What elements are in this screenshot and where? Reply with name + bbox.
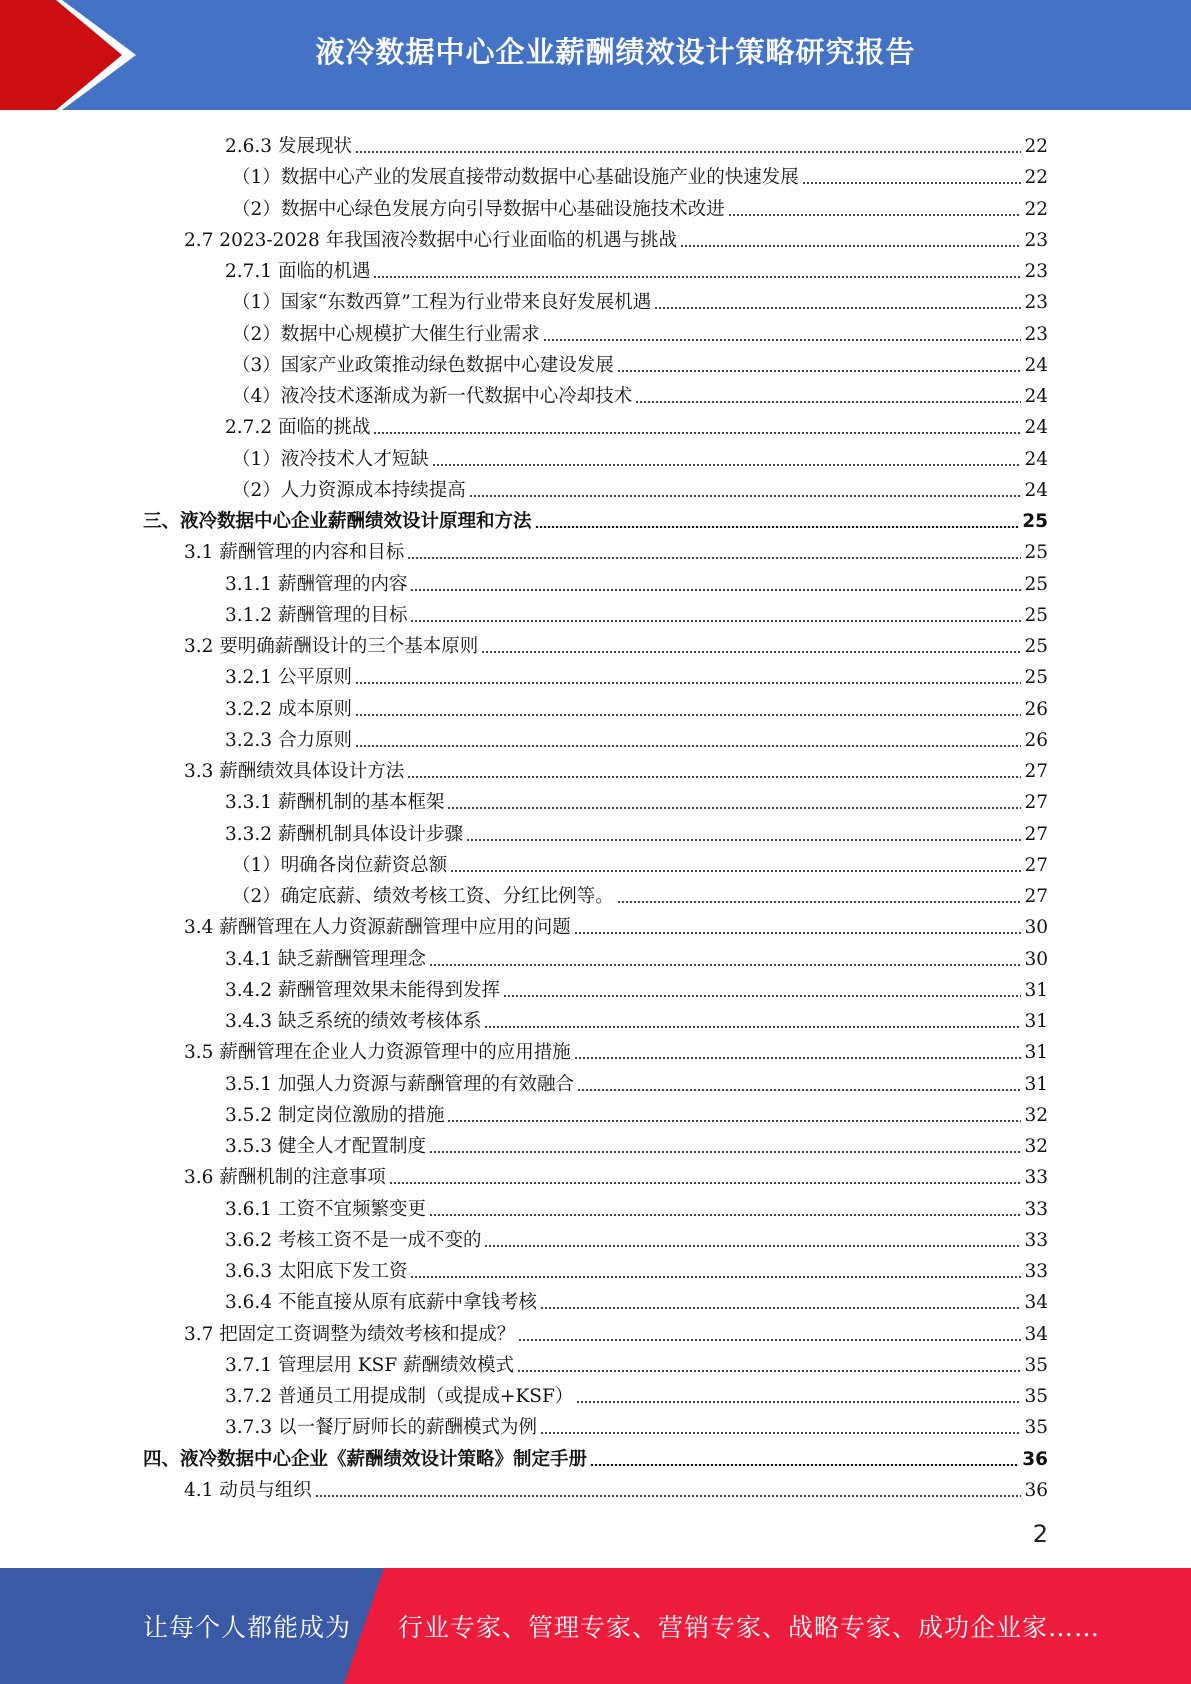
toc-entry-label: 3.3.1 薪酬机制的基本框架 bbox=[225, 792, 445, 814]
toc-entry-label: 2.6.3 发展现状 bbox=[225, 136, 352, 157]
toc-entry[interactable] bbox=[225, 815, 1048, 846]
toc-dot-leader bbox=[355, 151, 1022, 153]
toc-entry[interactable] bbox=[225, 1377, 1048, 1408]
toc-dot-leader bbox=[429, 1214, 1021, 1216]
toc-dot-leader bbox=[574, 932, 1022, 934]
toc-entry-label: 四、液冷数据中心企业《薪酬绩效设计策略》制定手册 bbox=[143, 1448, 588, 1470]
toc-dot-leader bbox=[517, 1370, 1021, 1372]
toc-entry[interactable] bbox=[184, 908, 1048, 939]
toc-entry-page: 25 bbox=[1024, 604, 1048, 626]
toc-dot-leader bbox=[407, 557, 1021, 559]
toc-entry[interactable] bbox=[232, 346, 1048, 377]
toc-entry[interactable] bbox=[232, 440, 1048, 471]
toc-entry[interactable] bbox=[232, 846, 1048, 877]
toc-entry[interactable] bbox=[225, 596, 1048, 627]
toc-entry[interactable] bbox=[225, 1221, 1048, 1252]
page-number: 2 bbox=[1032, 1520, 1048, 1548]
toc-entry-page: 31 bbox=[1024, 1011, 1048, 1032]
toc-entry[interactable] bbox=[225, 127, 1048, 158]
toc-dot-leader bbox=[373, 432, 1021, 434]
toc-entry-label: 3.6.1 工资不宜频繁变更 bbox=[225, 1198, 426, 1220]
toc-dot-leader bbox=[680, 245, 1021, 247]
toc-dot-leader bbox=[503, 995, 1021, 997]
toc-entry-label: 3.6.2 考核工资不是一成不变的 bbox=[225, 1229, 482, 1251]
toc-entry-label: （2）数据中心规模扩大催生行业需求 bbox=[232, 323, 540, 345]
toc-entry-page: 24 bbox=[1024, 354, 1048, 376]
toc-entry-page: 24 bbox=[1024, 386, 1048, 407]
toc-entry-label: 3.5.3 健全人才配置制度 bbox=[225, 1136, 426, 1157]
toc-entry[interactable] bbox=[225, 565, 1048, 596]
toc-entry-label: 3.4.2 薪酬管理效果未能得到发挥 bbox=[225, 979, 500, 1001]
toc-entry[interactable] bbox=[184, 1471, 1048, 1502]
toc-entry-label: 3.2.2 成本原则 bbox=[225, 698, 352, 720]
toc-entry[interactable] bbox=[184, 221, 1048, 252]
toc-entry-page: 31 bbox=[1024, 1042, 1048, 1064]
toc-entry[interactable] bbox=[225, 1002, 1048, 1033]
toc-dot-leader bbox=[410, 589, 1021, 591]
toc-dot-leader bbox=[450, 870, 1021, 872]
toc-dot-leader bbox=[355, 714, 1022, 716]
toc-dot-leader bbox=[481, 651, 1021, 653]
toc-entry-label: （1）数据中心产业的发展直接带动数据中心基础设施产业的快速发展 bbox=[232, 167, 799, 189]
toc-entry[interactable] bbox=[225, 1096, 1048, 1127]
toc-entry[interactable] bbox=[184, 627, 1048, 658]
toc-dot-leader bbox=[802, 182, 1022, 184]
toc-entry-page: 25 bbox=[1024, 573, 1048, 595]
toc-dot-leader bbox=[432, 464, 1022, 466]
toc-dot-leader bbox=[447, 807, 1021, 809]
header-band bbox=[0, 0, 1191, 110]
toc-entry-page: 30 bbox=[1024, 948, 1048, 970]
toc-dot-leader bbox=[577, 1089, 1021, 1091]
toc-dot-leader bbox=[389, 1182, 1022, 1184]
toc-entry-page: 34 bbox=[1024, 1292, 1048, 1314]
toc-entry[interactable] bbox=[232, 315, 1048, 346]
toc-entry-page: 23 bbox=[1024, 323, 1048, 345]
toc-entry-page: 36 bbox=[1024, 1479, 1048, 1501]
toc-entry-page: 22 bbox=[1024, 136, 1048, 157]
toc-entry-page: 35 bbox=[1024, 1386, 1048, 1407]
toc-entry[interactable] bbox=[143, 1440, 1048, 1471]
toc-dot-leader bbox=[469, 495, 1022, 497]
toc-entry-label: 3.5.1 加强人力资源与薪酬管理的有效融合 bbox=[225, 1073, 574, 1095]
toc-entry-page: 24 bbox=[1024, 479, 1048, 501]
toc-entry-label: 2.7.2 面临的挑战 bbox=[225, 417, 371, 439]
toc-entry[interactable] bbox=[184, 752, 1048, 783]
toc-entry-page: 33 bbox=[1024, 1198, 1048, 1220]
toc-entry-label: （2）人力资源成本持续提高 bbox=[232, 479, 466, 501]
toc-dot-leader bbox=[654, 307, 1021, 309]
toc-dot-leader bbox=[617, 370, 1022, 372]
toc-entry-label: 3.6.3 太阳底下发工资 bbox=[225, 1261, 408, 1282]
toc-entry-label: （4）液冷技术逐渐成为新一代数据中心冷却技术 bbox=[232, 386, 633, 407]
toc-entry-label: （2）数据中心绿色发展方向引导数据中心基础设施技术改进 bbox=[232, 198, 725, 220]
toc-dot-leader bbox=[574, 1057, 1022, 1059]
toc-entry-label: 3.2 要明确薪酬设计的三个基本原则 bbox=[184, 636, 479, 657]
toc-dot-leader bbox=[635, 401, 1021, 403]
toc-entry-label: 3.4 薪酬管理在人力资源薪酬管理中应用的问题 bbox=[184, 917, 571, 939]
toc-entry-page: 22 bbox=[1024, 167, 1048, 189]
toc-entry-page: 34 bbox=[1024, 1323, 1048, 1345]
toc-dot-leader bbox=[373, 276, 1021, 278]
toc-dot-leader bbox=[429, 964, 1021, 966]
toc-entry-page: 24 bbox=[1024, 417, 1048, 439]
toc-dot-leader bbox=[447, 1120, 1021, 1122]
toc-entry-label: 3.2.1 公平原则 bbox=[225, 667, 352, 689]
toc-entry-label: 3.3.2 薪酬机制具体设计步骤 bbox=[225, 823, 463, 845]
toc-entry[interactable] bbox=[225, 783, 1048, 814]
toc-entry[interactable] bbox=[232, 283, 1048, 314]
toc-entry-page: 31 bbox=[1024, 1073, 1048, 1095]
toc-entry[interactable] bbox=[225, 1283, 1048, 1314]
toc-entry-label: （1）液冷技术人才短缺 bbox=[232, 448, 429, 470]
toc-entry[interactable] bbox=[225, 1346, 1048, 1377]
toc-entry[interactable] bbox=[232, 377, 1048, 408]
toc-entry-page: 25 bbox=[1022, 511, 1048, 532]
toc-dot-leader bbox=[407, 776, 1021, 778]
toc-entry-page: 35 bbox=[1024, 1417, 1048, 1439]
toc-entry[interactable] bbox=[184, 533, 1048, 564]
toc-entry-page: 25 bbox=[1024, 542, 1048, 564]
footer-slogan-left: 让每个人都能成为 bbox=[143, 1613, 352, 1642]
toc-entry[interactable] bbox=[225, 658, 1048, 689]
toc-entry-label: 3.1.2 薪酬管理的目标 bbox=[225, 604, 408, 626]
toc-entry-page: 31 bbox=[1024, 979, 1048, 1001]
toc-dot-leader bbox=[410, 620, 1021, 622]
toc-entry-label: 3.5.2 制定岗位激励的措施 bbox=[225, 1104, 445, 1126]
toc-entry[interactable] bbox=[225, 1190, 1048, 1221]
toc-dot-leader bbox=[540, 1307, 1021, 1309]
toc-entry-label: 3.6.4 不能直接从原有底薪中拿钱考核 bbox=[225, 1292, 537, 1314]
toc-entry[interactable] bbox=[225, 721, 1048, 752]
toc-entry-page: 25 bbox=[1024, 636, 1048, 657]
toc-entry[interactable] bbox=[225, 1408, 1048, 1439]
toc-entry[interactable] bbox=[143, 502, 1048, 533]
toc-entry[interactable] bbox=[232, 190, 1048, 221]
toc-entry-label: （3）国家产业政策推动绿色数据中心建设发展 bbox=[232, 354, 614, 376]
footer-slogan-right: 行业专家、管理专家、营销专家、战略专家、成功企业家…… bbox=[398, 1613, 1101, 1642]
toc-entry[interactable] bbox=[225, 971, 1048, 1002]
toc-entry-label: 3.3 薪酬绩效具体设计方法 bbox=[184, 761, 405, 782]
toc-entry-label: （2）确定底薪、绩效考核工资、分红比例等。 bbox=[232, 886, 614, 907]
toc-entry-page: 26 bbox=[1024, 729, 1048, 751]
toc-entry-page: 35 bbox=[1024, 1354, 1048, 1376]
toc-entry[interactable] bbox=[184, 1315, 1048, 1346]
toc-entry-label: 三、液冷数据中心企业薪酬绩效设计原理和方法 bbox=[143, 511, 532, 532]
toc-entry-label: （1）国家“东数西算”工程为行业带来良好发展机遇 bbox=[232, 292, 652, 314]
toc-entry-label: 3.7.2 普通员工用提成制（或提成+KSF） bbox=[225, 1386, 574, 1407]
toc-entry-page: 33 bbox=[1024, 1261, 1048, 1282]
toc-entry-page: 23 bbox=[1024, 292, 1048, 314]
toc-entry-page: 23 bbox=[1024, 229, 1048, 251]
header-red-chevron-decoration bbox=[0, 0, 160, 110]
toc-entry-label: 3.2.3 合力原则 bbox=[225, 729, 352, 751]
toc-entry[interactable] bbox=[225, 1065, 1048, 1096]
toc-entry[interactable] bbox=[232, 877, 1048, 908]
toc-dot-leader bbox=[590, 1464, 1019, 1466]
toc-entry-label: 3.5 薪酬管理在企业人力资源管理中的应用措施 bbox=[184, 1042, 571, 1064]
toc-entry-label: 3.7.1 管理层用 KSF 薪酬绩效模式 bbox=[225, 1354, 515, 1376]
toc-entry-page: 27 bbox=[1024, 886, 1048, 907]
toc-entry-label: 3.7.3 以一餐厅厨师长的薪酬模式为例 bbox=[225, 1417, 537, 1439]
toc-entry-label: 2.7.1 面临的机遇 bbox=[225, 261, 371, 282]
toc-entry-page: 22 bbox=[1024, 198, 1048, 220]
toc-dot-leader bbox=[410, 1276, 1021, 1278]
toc-entry[interactable] bbox=[225, 1252, 1048, 1283]
toc-dot-leader bbox=[728, 214, 1022, 216]
toc-entry-label: （1）明确各岗位薪资总额 bbox=[232, 854, 448, 876]
toc-entry[interactable] bbox=[225, 252, 1048, 283]
toc-dot-leader bbox=[617, 901, 1022, 903]
toc-entry-page: 33 bbox=[1024, 1167, 1048, 1189]
toc-entry[interactable] bbox=[232, 158, 1048, 189]
toc-entry-label: 3.6 薪酬机制的注意事项 bbox=[184, 1167, 386, 1189]
toc-dot-leader bbox=[535, 526, 1020, 528]
toc-entry[interactable] bbox=[225, 408, 1048, 439]
toc-dot-leader bbox=[484, 1245, 1021, 1247]
toc-dot-leader bbox=[540, 1432, 1021, 1434]
toc-entry[interactable] bbox=[184, 1033, 1048, 1064]
toc-dot-leader bbox=[543, 339, 1022, 341]
toc-dot-leader bbox=[315, 1495, 1022, 1497]
toc-entry-page: 30 bbox=[1024, 917, 1048, 939]
toc-entry[interactable] bbox=[225, 940, 1048, 971]
toc-entry-page: 27 bbox=[1024, 761, 1048, 782]
toc-dot-leader bbox=[429, 1151, 1021, 1153]
toc-entry-page: 27 bbox=[1024, 823, 1048, 845]
toc-entry-label: 3.4.1 缺乏薪酬管理理念 bbox=[225, 948, 426, 970]
toc-entry-label: 3.1.1 薪酬管理的内容 bbox=[225, 573, 408, 595]
toc-entry[interactable] bbox=[184, 1158, 1048, 1189]
report-title: 液冷数据中心企业薪酬绩效设计策略研究报告 bbox=[315, 34, 916, 69]
toc-entry-page: 23 bbox=[1024, 261, 1048, 282]
toc-entry-page: 32 bbox=[1024, 1104, 1048, 1126]
toc-entry-label: 4.1 动员与组织 bbox=[184, 1479, 312, 1501]
toc-dot-leader bbox=[355, 745, 1022, 747]
toc-entry-page: 27 bbox=[1024, 854, 1048, 876]
toc-dot-leader bbox=[518, 1339, 1021, 1341]
toc-dot-leader bbox=[484, 1026, 1021, 1028]
toc-entry-page: 32 bbox=[1024, 1136, 1048, 1157]
toc-entry-page: 24 bbox=[1024, 448, 1048, 470]
toc-entry-label: 3.4.3 缺乏系统的绩效考核体系 bbox=[225, 1011, 482, 1032]
toc-entry-page: 33 bbox=[1024, 1229, 1048, 1251]
toc-entry-label: 2.7 2023-2028 年我国液冷数据中心行业面临的机遇与挑战 bbox=[184, 229, 678, 251]
toc-dot-leader bbox=[576, 1401, 1021, 1403]
toc-entry[interactable] bbox=[232, 471, 1048, 502]
footer-band bbox=[0, 1568, 1191, 1684]
toc-entry-page: 25 bbox=[1024, 667, 1048, 689]
toc-entry-page: 36 bbox=[1022, 1448, 1048, 1470]
toc-dot-leader bbox=[466, 839, 1021, 841]
toc-entry-page: 26 bbox=[1024, 698, 1048, 720]
toc-entry-label: 3.1 薪酬管理的内容和目标 bbox=[184, 542, 405, 564]
toc-entry-page: 27 bbox=[1024, 792, 1048, 814]
toc-entry-label: 3.7 把固定工资调整为绩效考核和提成？ bbox=[184, 1323, 516, 1345]
toc-dot-leader bbox=[355, 682, 1022, 684]
toc-entry[interactable] bbox=[225, 1127, 1048, 1158]
toc-entry[interactable] bbox=[225, 690, 1048, 721]
